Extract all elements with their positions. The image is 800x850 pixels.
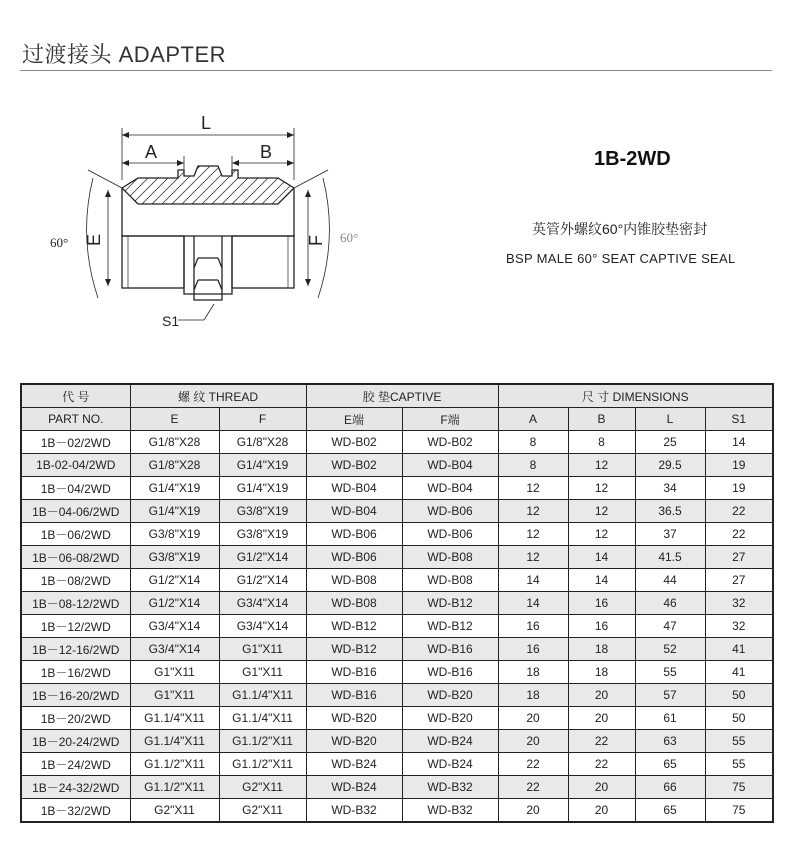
thread-e-cell: G1.1/2"X11 [130, 776, 219, 799]
captive-e-cell: WD-B32 [306, 799, 402, 823]
specification-table [20, 383, 774, 823]
captive-e-cell: WD-B24 [306, 753, 402, 776]
captive-f-cell: WD-B20 [402, 707, 498, 730]
dim-s1-cell: 75 [705, 776, 773, 799]
part-no-cell: 1B－24-32/2WD [21, 776, 130, 799]
dim-a-cell: 20 [498, 799, 568, 823]
dim-l-cell: 29.5 [635, 454, 705, 477]
dim-F-label: F [306, 235, 326, 246]
dim-l-cell: 46 [635, 592, 705, 615]
dim-b-cell: 20 [568, 707, 635, 730]
table-row [21, 431, 773, 454]
dim-s1-cell: 19 [705, 477, 773, 500]
dim-B-label: B [260, 142, 273, 162]
table-row [21, 776, 773, 799]
dim-a-cell: 20 [498, 730, 568, 753]
thread-f-cell: G2"X11 [219, 776, 306, 799]
captive-f-cell: WD-B12 [402, 592, 498, 615]
thread-e-cell: G1"X11 [130, 661, 219, 684]
captive-f-cell: WD-B08 [402, 569, 498, 592]
captive-f-cell: WD-B32 [402, 776, 498, 799]
dim-b-cell: 12 [568, 500, 635, 523]
dim-l-cell: 44 [635, 569, 705, 592]
thread-e-cell: G1"X11 [130, 684, 219, 707]
dim-b-cell: 12 [568, 477, 635, 500]
thread-f-cell: G3/4"X14 [219, 615, 306, 638]
table-row [21, 753, 773, 776]
header-dimensions: 尺 寸 DIMENSIONS [498, 384, 773, 408]
part-no-cell: 1B－20-24/2WD [21, 730, 130, 753]
dim-b-cell: 22 [568, 753, 635, 776]
dim-s1-cell: 22 [705, 523, 773, 546]
part-no-cell: 1B－24/2WD [21, 753, 130, 776]
table-row [21, 799, 773, 823]
thread-e-cell: G1/4"X19 [130, 477, 219, 500]
dim-b-cell: 18 [568, 661, 635, 684]
thread-e-cell: G3/4"X14 [130, 615, 219, 638]
dim-b-cell: 14 [568, 569, 635, 592]
thread-f-cell: G3/4"X14 [219, 592, 306, 615]
dim-a-cell: 8 [498, 431, 568, 454]
part-no-cell: 1B－06/2WD [21, 523, 130, 546]
captive-f-cell: WD-B16 [402, 661, 498, 684]
part-no-cell: 1B－04-06/2WD [21, 500, 130, 523]
description-chinese: 英管外螺纹60°内锥胶垫密封 [532, 221, 708, 237]
page-title: 过渡接头 ADAPTER [22, 42, 227, 67]
captive-f-cell: WD-B24 [402, 730, 498, 753]
adapter-drawing [38, 108, 358, 333]
dim-s1-cell: 27 [705, 546, 773, 569]
dim-l-cell: 36.5 [635, 500, 705, 523]
captive-e-cell: WD-B02 [306, 431, 402, 454]
thread-e-cell: G1.1/4"X11 [130, 707, 219, 730]
dim-l-cell: 63 [635, 730, 705, 753]
dim-l-cell: 34 [635, 477, 705, 500]
header-dim-s1: S1 [705, 408, 773, 431]
header-thread-f: F [219, 408, 306, 431]
part-no-cell: 1B－08-12/2WD [21, 592, 130, 615]
table-row [21, 546, 773, 569]
thread-f-cell: G1"X11 [219, 638, 306, 661]
part-no-cell: 1B－16/2WD [21, 661, 130, 684]
dim-s1-cell: 27 [705, 569, 773, 592]
table-row [21, 569, 773, 592]
dim-b-cell: 12 [568, 523, 635, 546]
captive-f-cell: WD-B06 [402, 523, 498, 546]
dim-l-cell: 66 [635, 776, 705, 799]
captive-e-cell: WD-B02 [306, 454, 402, 477]
captive-e-cell: WD-B06 [306, 523, 402, 546]
dim-b-cell: 22 [568, 730, 635, 753]
captive-f-cell: WD-B08 [402, 546, 498, 569]
dim-l-cell: 52 [635, 638, 705, 661]
dim-s1-cell: 32 [705, 615, 773, 638]
thread-e-cell: G1.1/4"X11 [130, 730, 219, 753]
captive-f-cell: WD-B24 [402, 753, 498, 776]
dim-b-cell: 20 [568, 776, 635, 799]
thread-e-cell: G2"X11 [130, 799, 219, 823]
dim-L-label: L [201, 113, 212, 133]
dim-b-cell: 8 [568, 431, 635, 454]
header-dim-b: B [568, 408, 635, 431]
dim-a-cell: 18 [498, 661, 568, 684]
dim-l-cell: 61 [635, 707, 705, 730]
angle-left-label: 60° [50, 235, 69, 250]
captive-e-cell: WD-B16 [306, 661, 402, 684]
angle-right-label: 60° [340, 230, 358, 245]
captive-e-cell: WD-B04 [306, 500, 402, 523]
dim-s1-cell: 50 [705, 707, 773, 730]
thread-f-cell: G3/8"X19 [219, 523, 306, 546]
dim-a-cell: 18 [498, 684, 568, 707]
table-row [21, 615, 773, 638]
thread-f-cell: G1.1/2"X11 [219, 753, 306, 776]
header-captive-f: F端 [402, 408, 498, 431]
title-divider [20, 70, 772, 71]
thread-e-cell: G1/2"X14 [130, 569, 219, 592]
table-row [21, 454, 773, 477]
captive-e-cell: WD-B12 [306, 638, 402, 661]
dim-s1-cell: 22 [705, 500, 773, 523]
dim-s1-cell: 14 [705, 431, 773, 454]
table-row [21, 592, 773, 615]
thread-f-cell: G1.1/2"X11 [219, 730, 306, 753]
dim-l-cell: 41.5 [635, 546, 705, 569]
dim-l-cell: 25 [635, 431, 705, 454]
table-group-header-row [21, 384, 773, 408]
dim-S1-label: S1 [162, 313, 180, 329]
part-no-cell: 1B－32/2WD [21, 799, 130, 823]
dim-s1-cell: 50 [705, 684, 773, 707]
table-row [21, 523, 773, 546]
captive-f-cell: WD-B12 [402, 615, 498, 638]
dim-s1-cell: 32 [705, 592, 773, 615]
captive-f-cell: WD-B04 [402, 477, 498, 500]
dim-s1-cell: 55 [705, 753, 773, 776]
dim-a-cell: 14 [498, 569, 568, 592]
dim-s1-cell: 55 [705, 730, 773, 753]
table-row [21, 477, 773, 500]
header-captive: 胶 垫CAPTIVE [306, 384, 498, 408]
thread-f-cell: G1"X11 [219, 661, 306, 684]
dim-s1-cell: 41 [705, 661, 773, 684]
captive-f-cell: WD-B32 [402, 799, 498, 823]
dim-a-cell: 14 [498, 592, 568, 615]
captive-e-cell: WD-B24 [306, 776, 402, 799]
dim-b-cell: 20 [568, 684, 635, 707]
dim-A-label: A [145, 142, 158, 162]
captive-e-cell: WD-B12 [306, 615, 402, 638]
part-no-cell: 1B－12-16/2WD [21, 638, 130, 661]
thread-f-cell: G1/4"X19 [219, 477, 306, 500]
dim-a-cell: 12 [498, 546, 568, 569]
dim-a-cell: 8 [498, 454, 568, 477]
dim-b-cell: 16 [568, 592, 635, 615]
header-thread-e: E [130, 408, 219, 431]
header-thread: 螺 纹 THREAD [130, 384, 306, 408]
dim-l-cell: 65 [635, 799, 705, 823]
captive-e-cell: WD-B06 [306, 546, 402, 569]
header-part-no: PART NO. [21, 408, 130, 431]
thread-e-cell: G1.1/2"X11 [130, 753, 219, 776]
dim-l-cell: 57 [635, 684, 705, 707]
captive-f-cell: WD-B16 [402, 638, 498, 661]
thread-e-cell: G3/4"X14 [130, 638, 219, 661]
dim-a-cell: 22 [498, 776, 568, 799]
dim-s1-cell: 75 [705, 799, 773, 823]
thread-e-cell: G1/2"X14 [130, 592, 219, 615]
captive-f-cell: WD-B06 [402, 500, 498, 523]
captive-e-cell: WD-B16 [306, 684, 402, 707]
dim-b-cell: 12 [568, 454, 635, 477]
thread-e-cell: G1/4"X19 [130, 500, 219, 523]
part-no-cell: 1B-02-04/2WD [21, 454, 130, 477]
header-code: 代 号 [21, 384, 130, 408]
captive-e-cell: WD-B08 [306, 569, 402, 592]
thread-f-cell: G1.1/4"X11 [219, 707, 306, 730]
part-no-cell: 1B－16-20/2WD [21, 684, 130, 707]
table-row [21, 661, 773, 684]
dim-a-cell: 12 [498, 477, 568, 500]
part-no-cell: 1B－08/2WD [21, 569, 130, 592]
table-row [21, 730, 773, 753]
thread-e-cell: G3/8"X19 [130, 546, 219, 569]
thread-f-cell: G3/8"X19 [219, 500, 306, 523]
thread-e-cell: G1/8"X28 [130, 431, 219, 454]
captive-e-cell: WD-B08 [306, 592, 402, 615]
dim-a-cell: 12 [498, 523, 568, 546]
dim-a-cell: 22 [498, 753, 568, 776]
captive-f-cell: WD-B02 [402, 431, 498, 454]
dim-l-cell: 55 [635, 661, 705, 684]
dim-b-cell: 14 [568, 546, 635, 569]
table-row [21, 684, 773, 707]
dim-s1-cell: 41 [705, 638, 773, 661]
dim-s1-cell: 19 [705, 454, 773, 477]
header-dim-a: A [498, 408, 568, 431]
dim-a-cell: 16 [498, 638, 568, 661]
dim-b-cell: 20 [568, 799, 635, 823]
captive-e-cell: WD-B20 [306, 707, 402, 730]
dim-l-cell: 47 [635, 615, 705, 638]
thread-e-cell: G3/8"X19 [130, 523, 219, 546]
dim-b-cell: 18 [568, 638, 635, 661]
model-number: 1B-2WD [594, 148, 671, 170]
thread-f-cell: G1/4"X19 [219, 454, 306, 477]
dim-a-cell: 20 [498, 707, 568, 730]
thread-f-cell: G2"X11 [219, 799, 306, 823]
thread-f-cell: G1/2"X14 [219, 569, 306, 592]
table-row [21, 707, 773, 730]
dim-l-cell: 37 [635, 523, 705, 546]
part-no-cell: 1B－06-08/2WD [21, 546, 130, 569]
dim-a-cell: 12 [498, 500, 568, 523]
part-no-cell: 1B－12/2WD [21, 615, 130, 638]
captive-e-cell: WD-B20 [306, 730, 402, 753]
part-no-cell: 1B－02/2WD [21, 431, 130, 454]
captive-f-cell: WD-B04 [402, 454, 498, 477]
dim-a-cell: 16 [498, 615, 568, 638]
dim-l-cell: 65 [635, 753, 705, 776]
part-no-cell: 1B－04/2WD [21, 477, 130, 500]
description-english: BSP MALE 60° SEAT CAPTIVE SEAL [506, 251, 736, 266]
captive-f-cell: WD-B20 [402, 684, 498, 707]
header-dim-l: L [635, 408, 705, 431]
part-no-cell: 1B－20/2WD [21, 707, 130, 730]
thread-f-cell: G1.1/4"X11 [219, 684, 306, 707]
thread-f-cell: G1/8"X28 [219, 431, 306, 454]
table-row [21, 500, 773, 523]
captive-e-cell: WD-B04 [306, 477, 402, 500]
dim-b-cell: 16 [568, 615, 635, 638]
table-row [21, 638, 773, 661]
thread-e-cell: G1/8"X28 [130, 454, 219, 477]
thread-f-cell: G1/2"X14 [219, 546, 306, 569]
header-captive-e: E端 [306, 408, 402, 431]
dim-E-label: E [84, 233, 104, 246]
table-column-header-row [21, 408, 773, 431]
